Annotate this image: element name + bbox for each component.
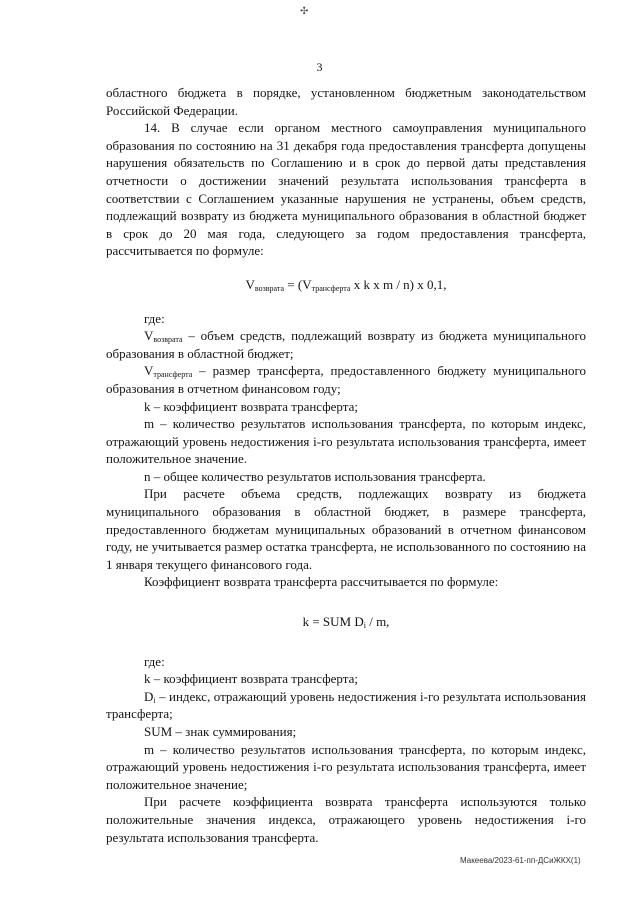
paragraph-last: При расчете коэффициента возврата трансферта используются только положительные значения индекса, отражающего уровень недостижения i-го результата использования трансферта. <box>106 794 586 845</box>
definition2-m: m – количество результатов использования трансферта, по которым индекс, отражающий уровень недостижения i-го результата использования трансферта, имеет положительное значение; <box>106 741 586 792</box>
document-footer-code: Макеева/2023-61-пп-ДСиЖКХ(1) <box>460 856 581 865</box>
paragraph-calculation: При расчете объема средств, подлежащих возврату из бюджета муниципального образования в областной бюджет, в размере трансферта, предоставленного бюджетам муниципальных образований в отчетном финансовом году, не учитывается размер остатка трансферта, не использованного по состоянию на 1 января текущего финансового года. <box>106 486 586 572</box>
return-formula: $V_{возврата} = (V_{трансферта}$ x k x m / n) x 0,1, <box>245 276 447 293</box>
paragraph-coefficient: Коэффициент возврата трансферта рассчитывается по формуле: <box>144 574 499 590</box>
stamp-mark: ✣ <box>300 6 309 17</box>
definition2-sum: SUM – знак суммирования; <box>144 724 297 739</box>
definition-m: m – количество результатов использования трансферта, по которым индекс, отражающий уровень недостижения i-го результата использования трансферта, имеет положительное значение. <box>106 416 586 467</box>
paragraph-14: 14. В случае если органом местного самоуправления муниципального образования по состоянию на 31 декабря года предоставления трансферта допущены нарушения обязательств по Соглашению и в срок до первой даты представления отчетности о достижении значений результата использования трансферта в соответствии с Соглашением указанные нарушения не устранены, объем средств, подлежащий возврату из бюджета муниципального образования в областной бюджет в срок до 20 мая года, следующего за годом предоставления трансферта, рассчитывается по формуле: <box>106 120 586 259</box>
definition-v-transfer: $V_{трансферта}$ – размер трансферта, предоставленного бюджету муниципального образования в отчетном финансовом году; <box>106 363 586 396</box>
definition-n: n – общее количество результатов использования трансферта. <box>144 468 486 484</box>
document-body <box>106 84 586 846</box>
paragraph-continuation: областного бюджета в порядке, установленном бюджетным законодательством Российской Федерации. <box>106 85 586 118</box>
definition-k: k – коэффициент возврата трансферта; <box>144 398 358 414</box>
definition-v-return: $V_{возврата}$ – объем средств, подлежащий возврату из бюджета муниципального образования в областной бюджет; <box>106 328 586 361</box>
definition2-d: $D_i$ – индекс, отражающий уровень недостижения i-го результата использования трансферта; <box>106 688 586 722</box>
coefficient-formula: k = SUM $D_i$ / m, <box>302 614 390 631</box>
where-label-2: где: <box>144 653 165 669</box>
where-label: где: <box>144 310 165 326</box>
definition2-k: k – коэффициент возврата трансферта; <box>144 671 358 687</box>
page-number: 3 <box>316 60 323 74</box>
